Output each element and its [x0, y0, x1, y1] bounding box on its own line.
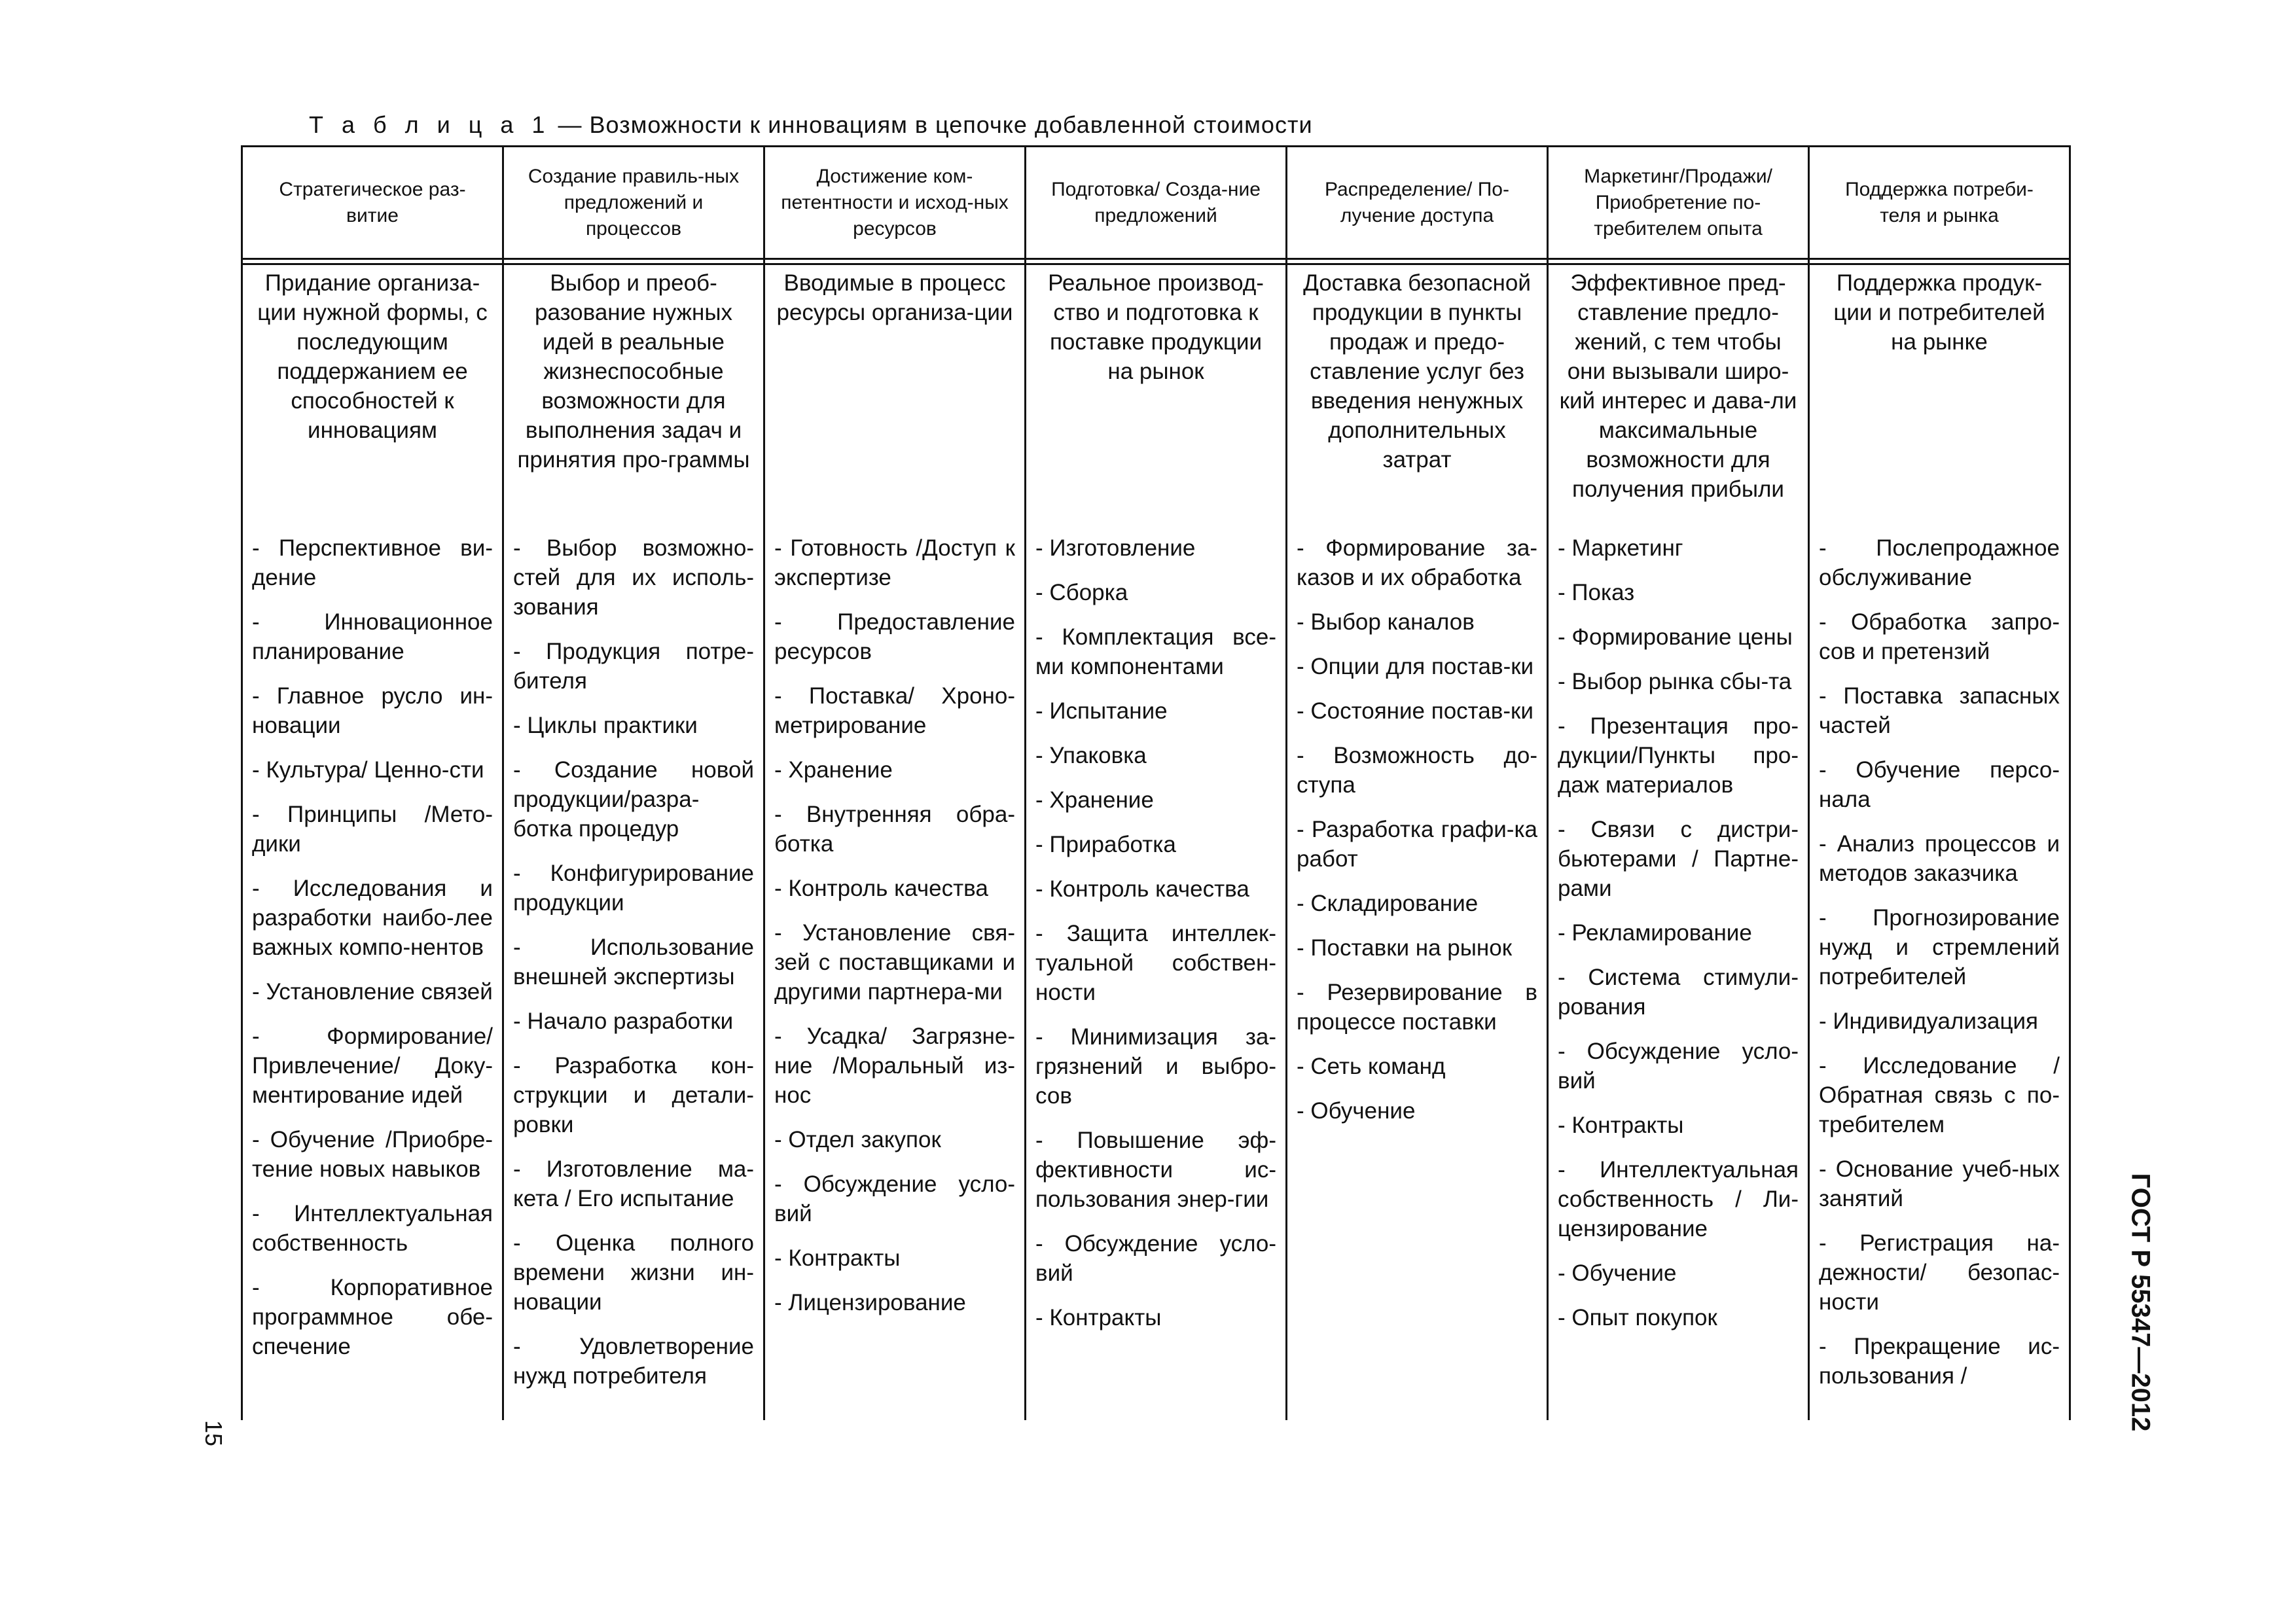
column-items — [252, 533, 493, 1361]
list-item: - Использование внешней экспертизы — [513, 935, 754, 990]
column-header-distribution: Распределение/ По-лучение доступа — [1325, 179, 1509, 226]
list-item: - Выбор возможно-стей для их исполь-зования — [513, 535, 754, 620]
column-items — [1297, 533, 1537, 1126]
column-summary: Поддержка продук-ции и потребителей на рынке — [1833, 270, 2045, 355]
list-item: - Интеллектуальная собственность — [252, 1201, 493, 1256]
list-item: - Обсуждение усло-вий — [774, 1171, 1015, 1226]
list-item: - Оценка полного времени жизни ин-новации — [513, 1230, 754, 1315]
list-item: - Выбор рынка сбы-та — [1558, 669, 1792, 694]
list-item: - Обработка запро-сов и претензий — [1819, 609, 2060, 664]
list-item: - Анализ процессов и методов заказчика — [1819, 831, 2060, 886]
column-offers — [504, 268, 763, 1406]
list-item: - Обсуждение усло-вий — [1035, 1231, 1276, 1286]
list-item: - Сборка — [1035, 580, 1128, 605]
column-summary: Выбор и преоб-разование нужных идей в реальные жизнеспособные возможности для выполнения задач и принятия про-граммы — [517, 270, 750, 473]
list-item: - Складирование — [1297, 891, 1479, 916]
list-item: - Обучение — [1558, 1260, 1677, 1286]
list-item: - Культура/ Ценно-сти — [252, 757, 484, 783]
list-item: - Формирование за-казов и их обработка — [1297, 535, 1537, 590]
list-item: - Поставка/ Хроно-метрирование — [774, 683, 1015, 738]
list-item: - Основание учеб-ных занятий — [1819, 1156, 2060, 1211]
column-summary: Реальное производ-ство и подготовка к поставке продукции на рынок — [1048, 270, 1264, 384]
list-item: - Комплектация все-ми компонентами — [1035, 624, 1276, 679]
column-header-support: Поддержка потреби-теля и рынка — [1845, 179, 2034, 226]
list-item: - Хранение — [774, 757, 893, 783]
table-caption-text: — Возможности к инновациям в цепочке добавленной стоимости — [558, 111, 1313, 138]
list-item: - Выбор каналов — [1297, 609, 1475, 635]
table-caption — [309, 111, 1313, 139]
list-item: - Исследования и разработки наибо-лее важных компо-нентов — [252, 876, 493, 960]
list-item: - Контракты — [1035, 1305, 1162, 1330]
list-item: - Формирование цены — [1558, 624, 1793, 650]
list-item: - Послепродажное обслуживание — [1819, 535, 2060, 590]
list-item: - Внутренняя обра-ботка — [774, 802, 1015, 857]
column-marketing — [1549, 268, 1808, 1347]
list-item: - Исследование / Обратная связь с по-требителем — [1819, 1053, 2060, 1137]
list-item: - Обучение персо-нала — [1819, 757, 2060, 812]
list-item: - Удовлетворение нужд потребителя — [513, 1334, 754, 1389]
list-item: - Опции для постав-ки — [1297, 654, 1534, 679]
list-item: - Разработка графи-ка работ — [1297, 817, 1537, 872]
list-item: - Обсуждение усло-вий — [1558, 1039, 1799, 1094]
list-item: - Минимизация за-грязнений и выбро-сов — [1035, 1024, 1276, 1109]
list-item: - Маркетинг — [1558, 535, 1683, 561]
column-header-resources: Достижение ком-петентности и исход-ных ресурсов — [781, 166, 1009, 240]
list-item: - Сеть команд — [1297, 1054, 1446, 1079]
list-item: - Главное русло ин-новации — [252, 683, 493, 738]
list-item: - Принципы /Мето-дики — [252, 802, 493, 857]
list-item: - Опыт покупок — [1558, 1305, 1717, 1330]
list-item: - Предоставление ресурсов — [774, 609, 1015, 664]
column-summary: Вводимые в процесс ресурсы организа-ции — [776, 270, 1013, 325]
list-item: - Связи с дистри-бьютерами / Партне-рами — [1558, 817, 1799, 901]
list-item: - Обучение /Приобре-тение новых навыков — [252, 1127, 493, 1182]
list-item: - Испытание — [1035, 698, 1168, 724]
list-item: - Обучение — [1297, 1098, 1416, 1124]
column-support — [1810, 268, 2069, 1406]
column-items — [1035, 533, 1276, 1332]
column-summary: Доставка безопасной продукции в пункты продаж и предо-ставление услуг без введения ненужных дополнительных затрат — [1303, 270, 1531, 473]
column-header-strategy: Стратегическое раз-витие — [279, 179, 466, 226]
list-item: - Поставка запасных частей — [1819, 683, 2060, 738]
list-item: - Начало разработки — [513, 1008, 734, 1034]
column-summary: Придание организа-ции нужной формы, с последующим поддержанием ее способностей к инновациям — [257, 270, 488, 443]
list-item: - Усадка/ Загрязне-ние /Моральный из-нос — [774, 1024, 1015, 1108]
list-item: - Презентация про-дукции/Пункты про-даж материалов — [1558, 713, 1799, 798]
list-item: - Изготовление — [1035, 535, 1196, 561]
list-item: - Повышение эф-фективности ис-пользования энер-гии — [1035, 1128, 1276, 1212]
column-resources — [765, 268, 1024, 1332]
list-item: - Продукция потре-бителя — [513, 639, 754, 694]
column-items — [1558, 533, 1799, 1332]
column-summary: Эффективное пред-ставление предло-жений, с тем чтобы они вызывали широ-кий интерес и дава-ли максимальные возможности для получения прибыли — [1559, 270, 1797, 502]
list-item: - Циклы практики — [513, 713, 698, 738]
list-item: - Конфигурирование продукции — [513, 861, 754, 916]
column-items — [1819, 533, 2060, 1391]
list-item: - Рекламирование — [1558, 920, 1752, 946]
list-item: - Регистрация на-дежности/ безопас-ности — [1819, 1230, 2060, 1315]
list-item: - Контракты — [1558, 1113, 1684, 1138]
list-item: - Контракты — [774, 1245, 901, 1271]
list-item: - Индивидуализация — [1819, 1008, 2039, 1034]
list-item: - Готовность /Доступ к экспертизе — [774, 535, 1015, 590]
list-item: - Формирование/ Привлечение/ Доку-ментирование идей — [252, 1024, 493, 1108]
list-item: - Прогнозирование нужд и стремлений потребителей — [1819, 905, 2060, 990]
column-items — [513, 533, 754, 1391]
list-item: - Возможность до-ступа — [1297, 743, 1537, 798]
list-item: - Резервирование в процессе поставки — [1297, 980, 1537, 1035]
list-item: - Система стимули-рования — [1558, 965, 1799, 1020]
list-item: - Лицензирование — [774, 1290, 966, 1315]
list-item: - Изготовление ма-кета / Его испытание — [513, 1156, 754, 1211]
list-item: - Хранение — [1035, 787, 1154, 813]
standard-code-text: ГОСТ Р 55347—2012 — [2126, 1173, 2155, 1432]
column-items — [774, 533, 1015, 1317]
page-number-text: 15 — [200, 1419, 227, 1447]
list-item: - Приработка — [1035, 832, 1176, 857]
innovation-table — [241, 145, 2071, 1420]
list-item: - Упаковка — [1035, 743, 1147, 768]
column-preparation — [1026, 268, 1285, 1347]
list-item: - Установление связей — [252, 979, 493, 1005]
list-item: - Защита интеллек-туальной собствен-ности — [1035, 921, 1276, 1005]
column-strategy — [243, 268, 502, 1376]
column-header-offers: Создание правиль-ных предложений и процессов — [528, 166, 740, 240]
list-item: - Контроль качества — [774, 876, 988, 901]
list-item: - Контроль качества — [1035, 876, 1249, 902]
page-number — [194, 1414, 233, 1453]
list-item: - Поставки на рынок — [1297, 935, 1513, 961]
list-item: - Инновационное планирование — [252, 609, 493, 664]
list-item: - Отдел закупок — [774, 1127, 941, 1152]
list-item: - Прекращение ис-пользования / — [1819, 1334, 2060, 1389]
list-item: - Перспективное ви-дение — [252, 535, 493, 590]
list-item: - Интеллектуальная собственность / Ли-цензирование — [1558, 1157, 1799, 1241]
list-item: - Состояние постав-ки — [1297, 698, 1534, 724]
column-header-marketing: Маркетинг/Продажи/ Приобретение по-требителем опыта — [1584, 166, 1772, 240]
column-header-preparation: Подготовка/ Созда-ние предложений — [1051, 179, 1261, 226]
list-item: - Создание новой продукции/разра-ботка процедур — [513, 757, 754, 842]
list-item: - Разработка кон-струкции и детали-ровки — [513, 1053, 754, 1137]
table-caption-label: Т а б л и ц а 1 — [309, 111, 551, 138]
column-distribution — [1287, 268, 1547, 1141]
standard-code — [2101, 1165, 2179, 1440]
list-item: - Корпоративное программное обе-спечение — [252, 1275, 493, 1359]
list-item: - Установление свя-зей с поставщиками и другими партнера-ми — [774, 920, 1015, 1005]
list-item: - Показ — [1558, 580, 1635, 605]
